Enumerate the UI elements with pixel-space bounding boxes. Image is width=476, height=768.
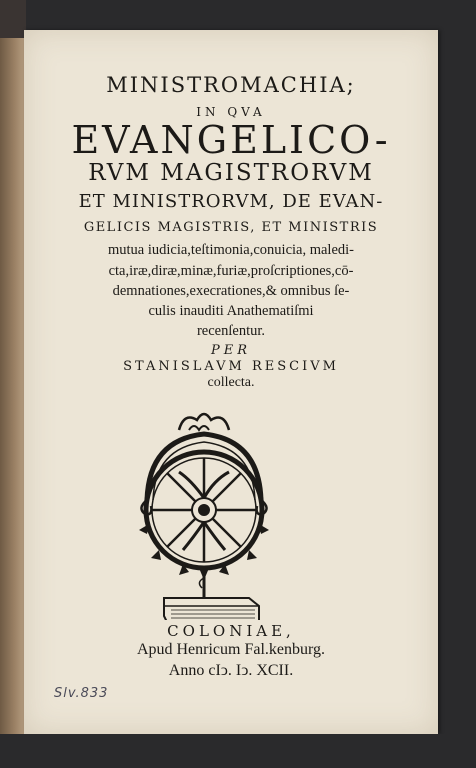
wheel-of-torment-woodcut-icon [119,400,289,620]
title-page [24,30,438,734]
author-line: STANISLAVM RESCIVM [123,359,339,374]
book-spine [0,0,26,768]
imprint-city: COLONIAE, [167,622,295,640]
spine-top-shadow [0,0,26,38]
title-line-14: collecta. [207,375,255,390]
title-line-2: IN QVA [196,105,266,119]
title-line-4: RVM MAGISTRORVM [88,160,374,186]
scan-background-bottom [0,734,476,768]
title-line-9: demnationes,execrationes,& omnibus ſe- [112,283,350,299]
title-line-12: PER [210,343,252,358]
title-line-3: EVANGELICO- [71,118,391,162]
title-line-1: MINISTROMACHIA; [106,73,356,97]
title-line-10: culis inauditi Anathematiſmi [148,303,314,319]
imprint-printer: Apud Henricum Fal.kenburg. [136,641,326,658]
shelfmark-annotation: Slv.833 [54,686,109,701]
title-line-11: recenſentur. [196,323,266,339]
title-line-6: GELICIS MAGISTRIS, ET MINISTRIS [83,220,379,235]
imprint-year: Anno cIↄ. Iↄ. XCII. [168,662,294,679]
title-line-7: mutua iudicia,teſtimonia,conuicia, maledi- [107,242,355,258]
title-line-8: cta,iræ,diræ,minæ,furiæ,proſcriptiones,cō- [108,263,354,279]
title-line-5: ET MINISTRORVM, DE EVAN- [78,191,384,212]
